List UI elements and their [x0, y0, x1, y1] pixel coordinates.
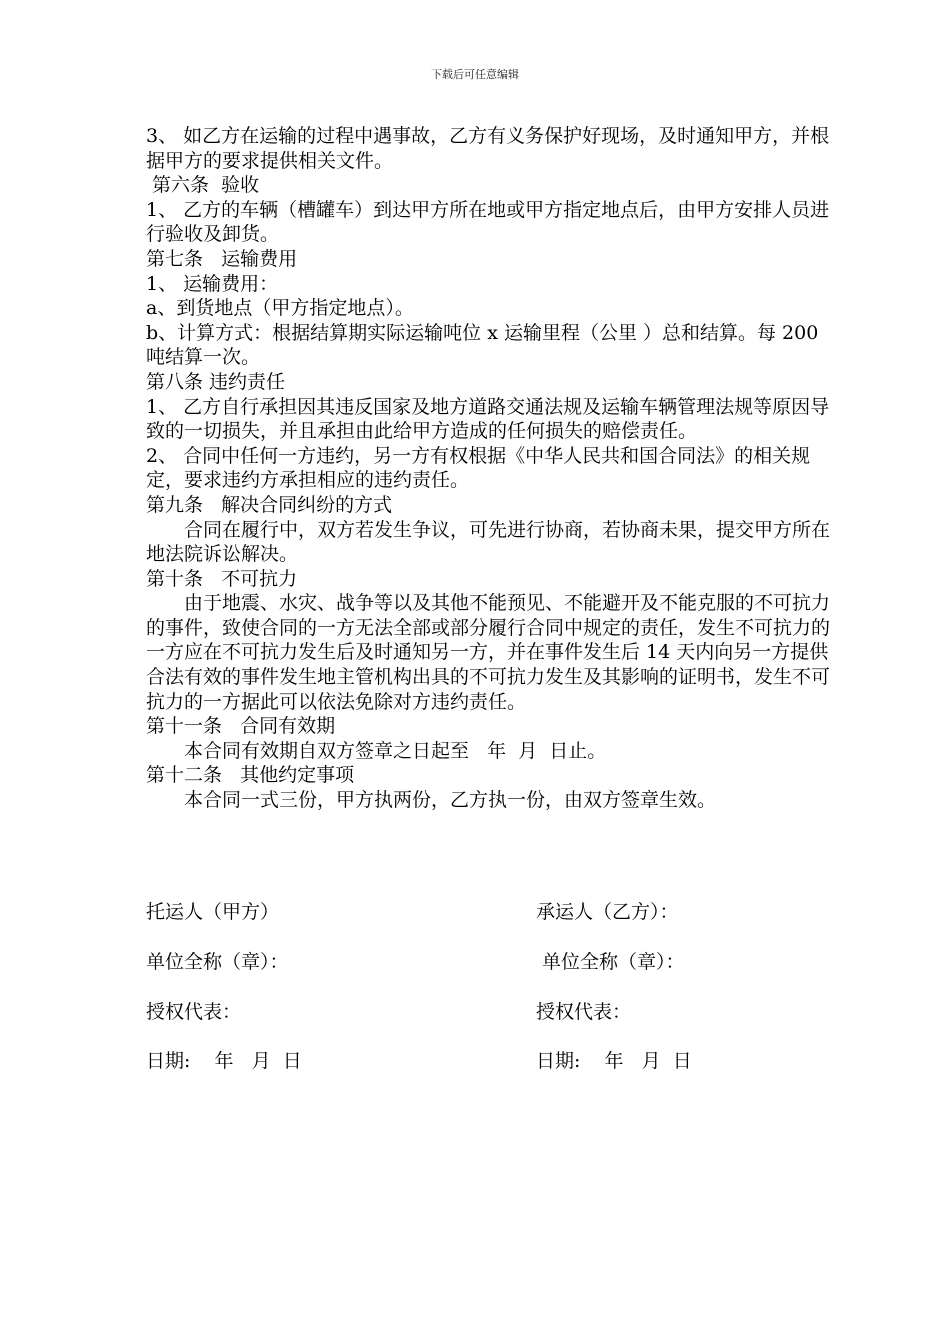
clause-6-item-1: 1、 乙方的车辆（槽罐车）到达甲方所在地或甲方指定地点后，由甲方安排人员进行验收及卸货。: [146, 198, 830, 246]
article-12-heading: 第十二条 其他约定事项: [146, 764, 355, 787]
clause-5-item-3: 3、 如乙方在运输的过程中遇事故，乙方有义务保护好现场，及时通知甲方，并根据甲方的要求提供相关文件。: [146, 125, 830, 172]
page-header: 下载后可任意编辑: [431, 68, 519, 81]
carrier-unit-name: 单位全称（章）：: [536, 951, 685, 973]
article-10-text: 由于地震、水灾、战争等以及其他不能预见、不能避开及不能克服的不可抗力的事件，致使合同的一方无法全部或部分履行合同中规定的责任，发生不可抗力的一方应在不可抗力发生后及时通知另一方，并在事件发生后 14 天内向另一方提供合法有效的事件发生地主管机构出具的不可抗力发生及其影响的证明书，发生不可抗力的一方据此可以依法免除对方违约责任。: [146, 592, 831, 713]
shipper-representative: 授权代表：: [146, 1001, 242, 1023]
clause-7-item-b: b、计算方式：根据结算期实际运输吨位 x 运输里程（公里 ）总和结算。每 200 吨结算一次。: [146, 321, 819, 369]
article-7-heading: 第七条 运输费用: [146, 247, 298, 270]
clause-7-item-1: 1、 运输费用：: [146, 272, 279, 295]
article-6-heading: 第六条 验收: [146, 174, 260, 197]
clause-8-item-1: 1、 乙方自行承担因其违反国家及地方道路交通法规及运输车辆管理法规等原因导致的一切损失，并且承担由此给甲方造成的任何损失的赔偿责任。: [146, 395, 830, 443]
contract-body: [146, 124, 836, 813]
article-11-heading: 第十一条 合同有效期: [146, 715, 336, 738]
clause-7-item-a: a、到货地点（甲方指定地点）。: [146, 297, 414, 320]
carrier-label: 承运人（乙方）：: [536, 901, 679, 923]
carrier-representative: 授权代表：: [536, 1001, 632, 1023]
shipper-date: 日期: 年 月 日: [146, 1050, 302, 1072]
carrier-date: 日期: 年 月 日: [536, 1050, 692, 1072]
article-10-heading: 第十条 不可抗力: [146, 567, 298, 590]
shipper-label: 托运人（甲方）: [146, 901, 280, 923]
article-9-text: 合同在履行中，双方若发生争议，可先进行协商，若协商未果，提交甲方所在地法院诉讼解决。: [146, 518, 831, 566]
article-12-text: 本合同一式三份，甲方执两份，乙方执一份，由双方签章生效。: [184, 789, 717, 812]
article-8-heading: 第八条 违约责任: [146, 370, 286, 393]
clause-8-item-2: 2、 合同中任何一方违约，另一方有权根据《中华人民共和国合同法》的相关规定，要求违约方承担相应的违约责任。: [146, 444, 811, 492]
article-9-heading: 第九条 解决合同纠纷的方式: [146, 493, 393, 516]
shipper-unit-name: 单位全称（章）：: [146, 951, 289, 973]
article-11-text: 本合同有效期自双方签章之日起至 年 月 日止。: [184, 739, 607, 762]
